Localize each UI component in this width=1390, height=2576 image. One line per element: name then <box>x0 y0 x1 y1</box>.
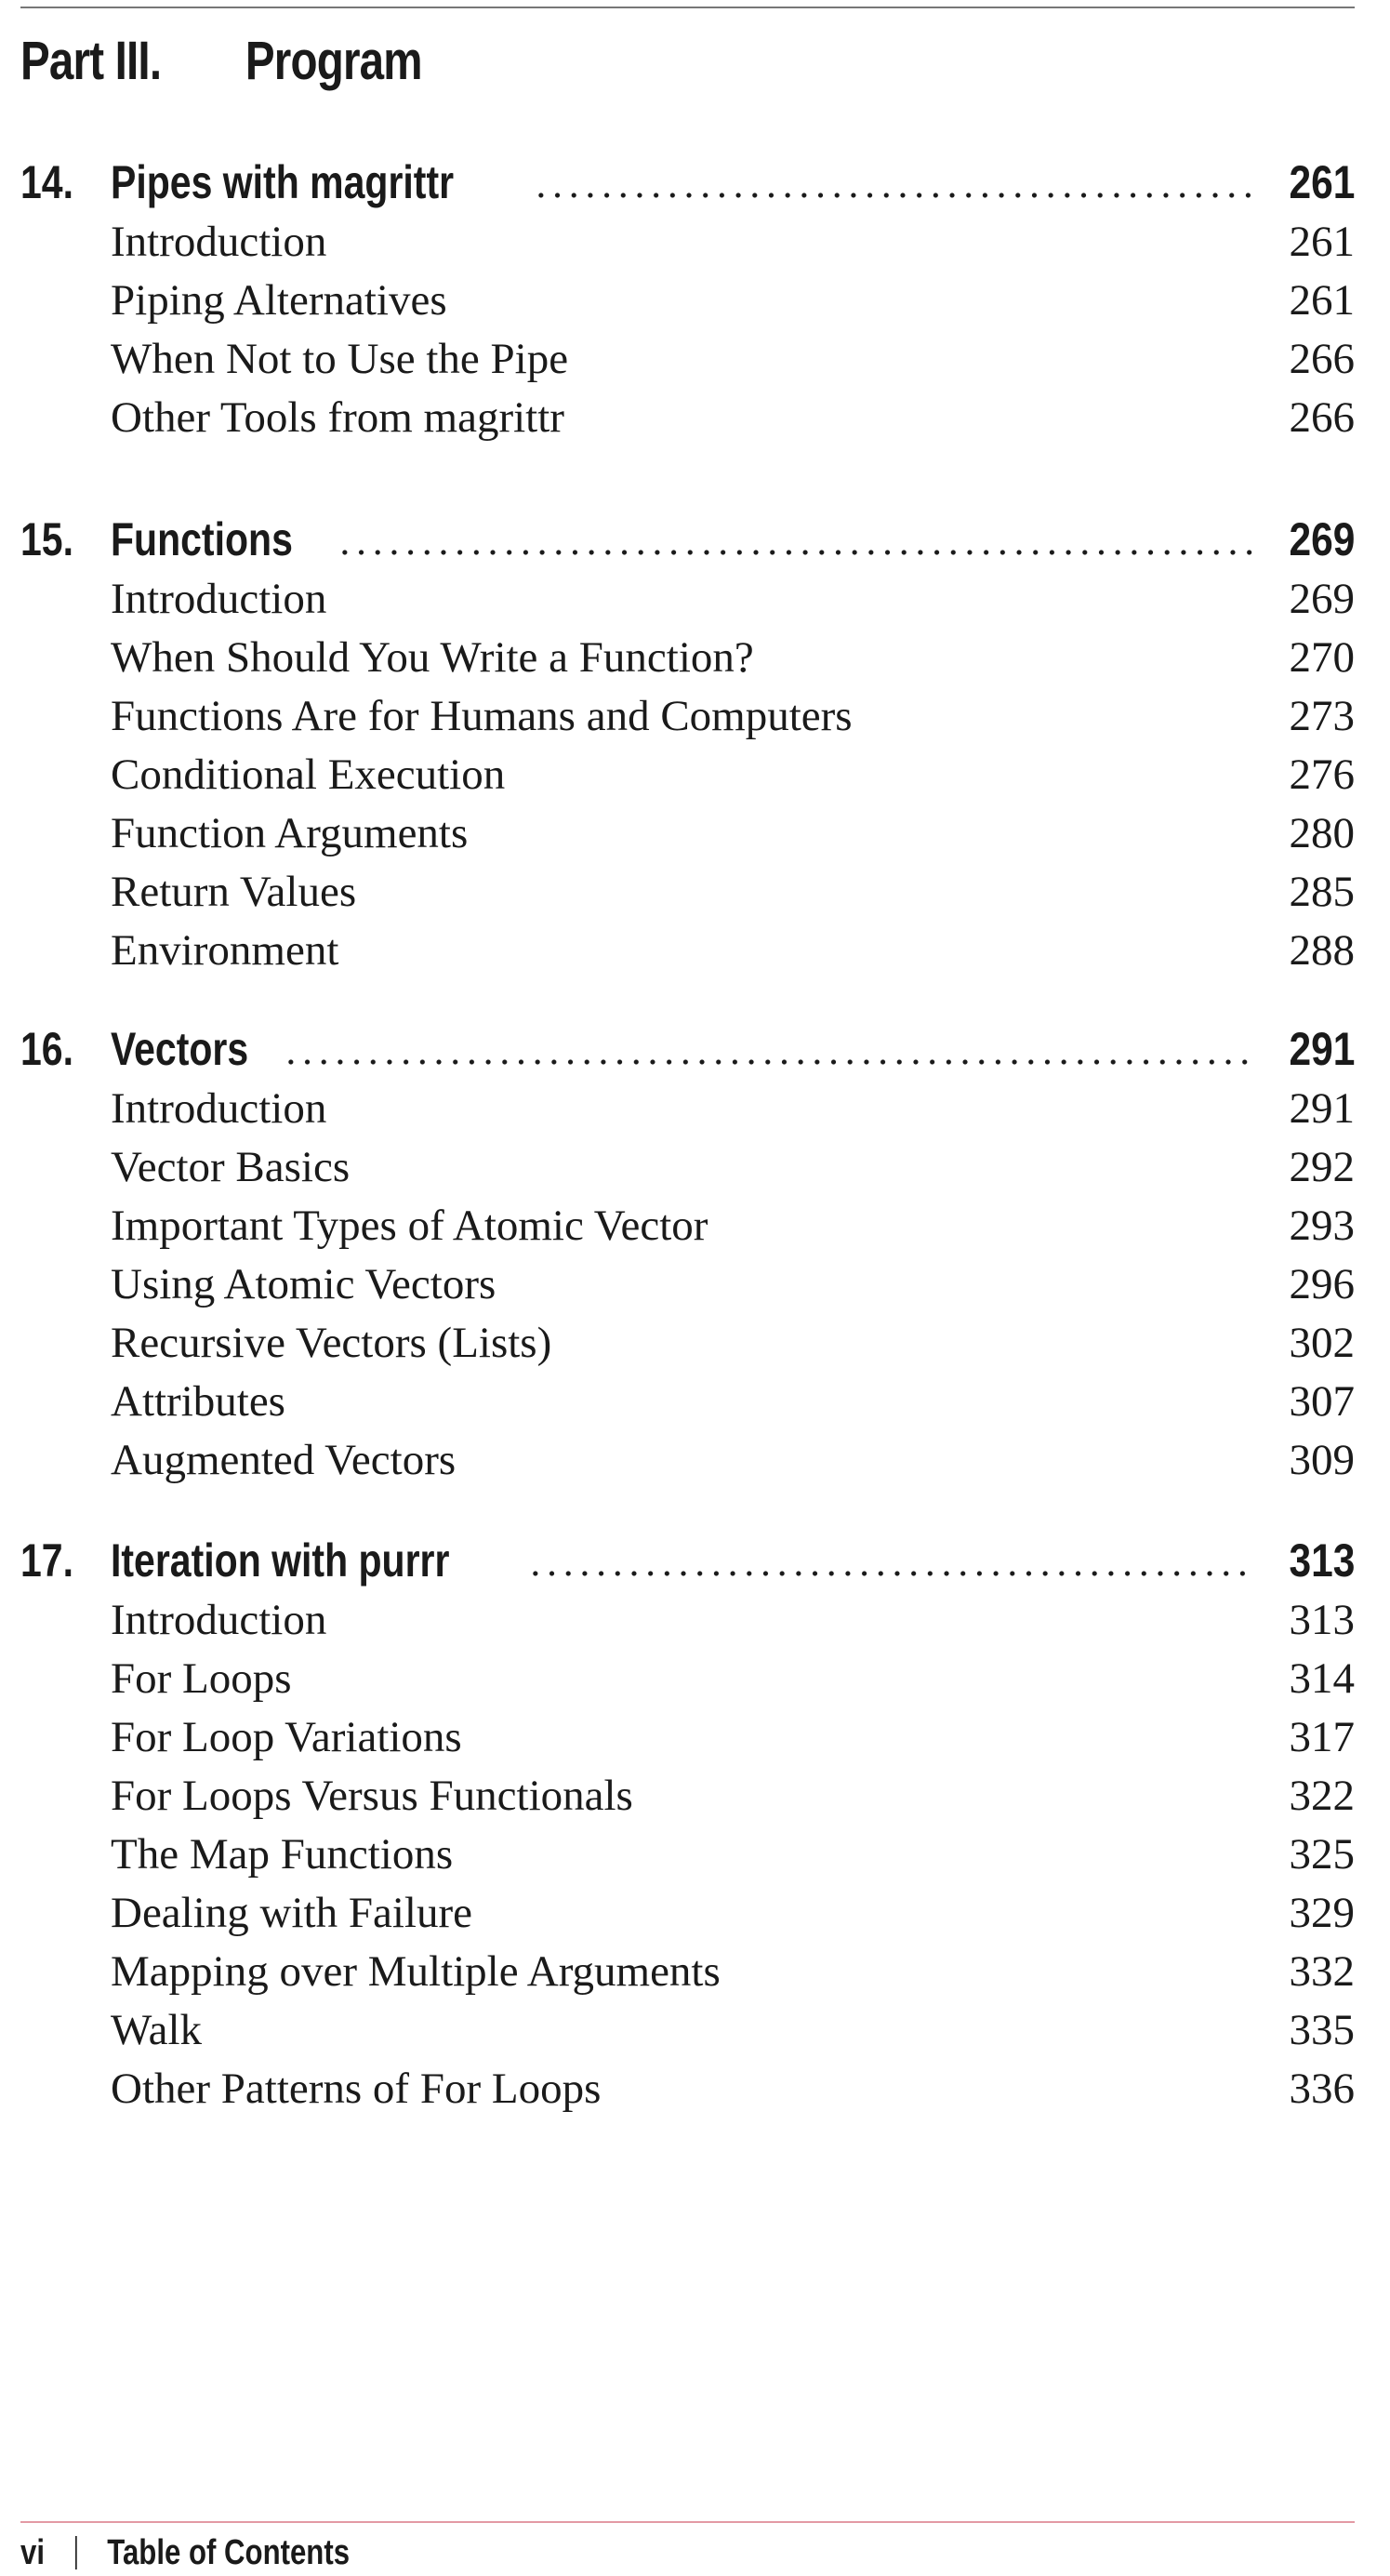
chapter-number: 17. <box>20 1534 74 1587</box>
section-page-number: 280 <box>1289 809 1355 857</box>
section-entry[interactable] <box>0 1591 1390 1650</box>
section-entry[interactable] <box>0 1708 1390 1767</box>
section-page-number: 293 <box>1289 1202 1355 1250</box>
footer-section-title: Table of Contents <box>107 2532 351 2572</box>
section-entry[interactable] <box>0 1080 1390 1138</box>
section-entry[interactable] <box>0 922 1390 980</box>
section-title: Function Arguments <box>111 809 469 857</box>
section-title: Conditional Execution <box>111 750 506 799</box>
page-footer <box>20 2530 350 2576</box>
chapter-number: 16. <box>20 1023 74 1075</box>
section-entry[interactable] <box>0 1943 1390 2001</box>
chapter-entry <box>0 152 1390 447</box>
section-page-number: 314 <box>1289 1654 1355 1703</box>
top-rule <box>20 7 1355 8</box>
chapter-entry <box>0 509 1390 980</box>
section-title: Return Values <box>111 868 357 916</box>
section-title: Other Patterns of For Loops <box>111 2065 602 2113</box>
chapter-page-number: 269 <box>1289 513 1355 565</box>
chapter-entry <box>0 1018 1390 1490</box>
section-entry[interactable] <box>0 1767 1390 1826</box>
chapter-heading[interactable] <box>0 152 1390 213</box>
footer-rule <box>20 2521 1355 2523</box>
section-entry[interactable] <box>0 1314 1390 1373</box>
section-page-number: 273 <box>1289 692 1355 740</box>
chapter-title-row <box>111 1530 1355 1591</box>
section-entry[interactable] <box>0 804 1390 863</box>
section-title: Dealing with Failure <box>111 1889 472 1937</box>
chapter-number: 15. <box>20 513 74 565</box>
section-title: Recursive Vectors (Lists) <box>111 1319 552 1367</box>
section-title: Other Tools from magrittr <box>111 393 564 442</box>
section-title: Important Types of Atomic Vector <box>111 1202 708 1250</box>
dot-leader <box>283 1059 1255 1065</box>
chapter-title: Vectors <box>111 1023 249 1075</box>
section-entry[interactable] <box>0 1255 1390 1314</box>
section-page-number: 296 <box>1289 1260 1355 1308</box>
section-entry[interactable] <box>0 570 1390 629</box>
section-title: Walk <box>111 2006 203 2054</box>
chapter-entry <box>0 1530 1390 2118</box>
section-title: When Not to Use the Pipe <box>111 335 569 383</box>
chapter-title-row <box>111 1018 1355 1080</box>
section-entry[interactable] <box>0 1138 1390 1197</box>
section-page-number: 335 <box>1289 2006 1355 2054</box>
section-page-number: 325 <box>1289 1830 1355 1879</box>
section-title: Introduction <box>111 1596 327 1644</box>
section-page-number: 266 <box>1289 393 1355 442</box>
chapter-heading[interactable] <box>0 1530 1390 1591</box>
section-page-number: 261 <box>1289 218 1355 266</box>
section-title: Introduction <box>111 1084 327 1133</box>
chapter-heading[interactable] <box>0 509 1390 570</box>
section-title: Vector Basics <box>111 1143 351 1191</box>
section-entry[interactable] <box>0 2001 1390 2060</box>
section-entry[interactable] <box>0 213 1390 272</box>
dot-leader <box>527 1571 1254 1576</box>
section-page-number: 317 <box>1289 1713 1355 1761</box>
section-entry[interactable] <box>0 687 1390 746</box>
section-title: Functions Are for Humans and Computers <box>111 692 853 740</box>
section-title: For Loops Versus Functionals <box>111 1772 633 1820</box>
section-title: The Map Functions <box>111 1830 454 1879</box>
chapter-title: Pipes with magrittr <box>111 156 455 208</box>
chapter-title-row <box>111 509 1355 570</box>
section-page-number: 269 <box>1289 575 1355 623</box>
part-title: Program <box>245 30 422 91</box>
section-title: Environment <box>111 926 339 975</box>
chapter-page-number: 313 <box>1289 1534 1355 1587</box>
section-page-number: 332 <box>1289 1947 1355 1996</box>
section-page-number: 266 <box>1289 335 1355 383</box>
section-entry[interactable] <box>0 746 1390 804</box>
section-page-number: 322 <box>1289 1772 1355 1820</box>
section-title: Piping Alternatives <box>111 276 447 325</box>
section-title: For Loops <box>111 1654 292 1703</box>
section-entry[interactable] <box>0 1826 1390 1884</box>
section-entry[interactable] <box>0 1650 1390 1708</box>
dot-leader <box>533 193 1254 198</box>
section-title: Using Atomic Vectors <box>111 1260 496 1308</box>
footer-page-number: vi <box>20 2532 45 2572</box>
section-entry[interactable] <box>0 1197 1390 1255</box>
section-page-number: 302 <box>1289 1319 1355 1367</box>
section-page-number: 291 <box>1289 1084 1355 1133</box>
part-heading <box>20 19 422 102</box>
section-page-number: 285 <box>1289 868 1355 916</box>
chapter-page-number: 261 <box>1289 156 1355 208</box>
footer-separator <box>75 2536 77 2569</box>
section-title: For Loop Variations <box>111 1713 462 1761</box>
section-entry[interactable] <box>0 1884 1390 1943</box>
section-page-number: 313 <box>1289 1596 1355 1644</box>
section-entry[interactable] <box>0 1373 1390 1431</box>
chapter-heading[interactable] <box>0 1018 1390 1080</box>
section-page-number: 336 <box>1289 2065 1355 2113</box>
section-entry[interactable] <box>0 272 1390 330</box>
section-entry[interactable] <box>0 863 1390 922</box>
section-entry[interactable] <box>0 629 1390 687</box>
section-title: Introduction <box>111 218 327 266</box>
section-entry[interactable] <box>0 1431 1390 1490</box>
chapter-number: 14. <box>20 156 74 208</box>
section-title: Introduction <box>111 575 327 623</box>
dot-leader <box>337 550 1255 555</box>
chapter-page-number: 291 <box>1289 1023 1355 1075</box>
section-page-number: 329 <box>1289 1889 1355 1937</box>
section-entry[interactable] <box>0 2060 1390 2118</box>
section-page-number: 276 <box>1289 750 1355 799</box>
section-title: Attributes <box>111 1377 285 1426</box>
section-page-number: 292 <box>1289 1143 1355 1191</box>
section-page-number: 307 <box>1289 1377 1355 1426</box>
chapter-title-row <box>111 152 1355 213</box>
section-page-number: 309 <box>1289 1436 1355 1484</box>
section-entry[interactable] <box>0 389 1390 447</box>
section-entry[interactable] <box>0 330 1390 389</box>
section-title: Augmented Vectors <box>111 1436 457 1484</box>
section-page-number: 270 <box>1289 633 1355 682</box>
section-page-number: 261 <box>1289 276 1355 325</box>
chapter-title: Functions <box>111 513 293 565</box>
chapter-title: Iteration with purrr <box>111 1534 450 1587</box>
section-title: Mapping over Multiple Arguments <box>111 1947 721 1996</box>
section-page-number: 288 <box>1289 926 1355 975</box>
section-title: When Should You Write a Function? <box>111 633 754 682</box>
part-label: Part III. <box>20 30 162 91</box>
